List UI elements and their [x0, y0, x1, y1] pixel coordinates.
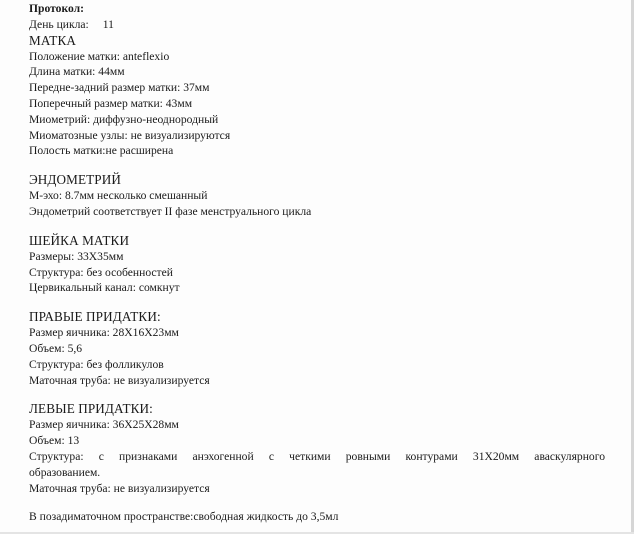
cycle-day-value: 11: [102, 17, 114, 31]
section-gap: [29, 159, 605, 172]
right-adnexa-section-title: ПРАВЫЕ ПРИДАТКИ:: [29, 309, 161, 325]
uterus-length: Длина матки: 44мм: [29, 65, 125, 79]
cervix-size: Размеры: 33Х35мм: [29, 249, 124, 263]
right-ovary-volume: Объем: 5,6: [29, 341, 83, 355]
cervical-canal: Цервикальный канал: сомкнут: [29, 281, 180, 295]
uterus-ap-size: Передне-задний размер матки: 37мм: [29, 81, 210, 95]
cycle-day-line: [29, 17, 605, 33]
protocol-title: Протокол:: [29, 2, 84, 15]
endometrium-phase: Эндометрий соответствует II фазе менструального цикла: [29, 204, 312, 218]
right-ovary-size: Размер яичника: 28Х16Х23мм: [29, 326, 179, 340]
myometrium: Миометрий: диффузно-неоднородный: [29, 112, 219, 126]
left-adnexa-section-title: ЛЕВЫЕ ПРИДАТКИ:: [29, 401, 153, 417]
cervix-section-title: ШЕЙКА МАТКИ: [29, 232, 130, 248]
left-ovary-size: Размер яичника: 36Х25Х28мм: [29, 418, 179, 432]
endometrium-section-title: ЭНДОМЕТРИЙ: [29, 172, 121, 188]
uterine-cavity: Полость матки:не расширена: [29, 144, 174, 158]
right-ovary-structure: Структура: без фолликулов: [29, 357, 164, 371]
uterus-transverse-size: Поперечный размер матки: 43мм: [29, 96, 193, 110]
left-ovary-structure: Структура: с признаками анэхогенной с четкими ровными контурами 31Х20мм аваскулярного: [29, 449, 605, 463]
left-ovary-structure-continued: образованием.: [29, 465, 101, 479]
uterus-section-title: МАТКА: [29, 32, 76, 48]
myoma-nodes: Миоматозные узлы: не визуализируются: [29, 128, 231, 142]
uterus-position: Положение матки: anteflexio: [29, 49, 170, 63]
section-gap: [29, 496, 605, 509]
left-fallopian-tube: Маточная труба: не визуализируется: [29, 481, 210, 495]
cervix-structure: Структура: без особенностей: [29, 265, 173, 279]
section-gap: [29, 296, 605, 309]
section-gap: [29, 220, 605, 233]
section-gap: [29, 388, 605, 401]
right-fallopian-tube: Маточная труба: не визуализируется: [29, 373, 210, 387]
left-ovary-volume: Объем: 13: [29, 434, 80, 448]
cycle-day-label: День цикла:: [29, 17, 89, 31]
retrouterine-fluid: В позадиматочном пространстве:свободная жидкость до 3,5мл: [29, 510, 339, 524]
m-echo: М-эхо: 8.7мм несколько смешанный: [29, 189, 208, 203]
protocol-document: [29, 1, 605, 525]
